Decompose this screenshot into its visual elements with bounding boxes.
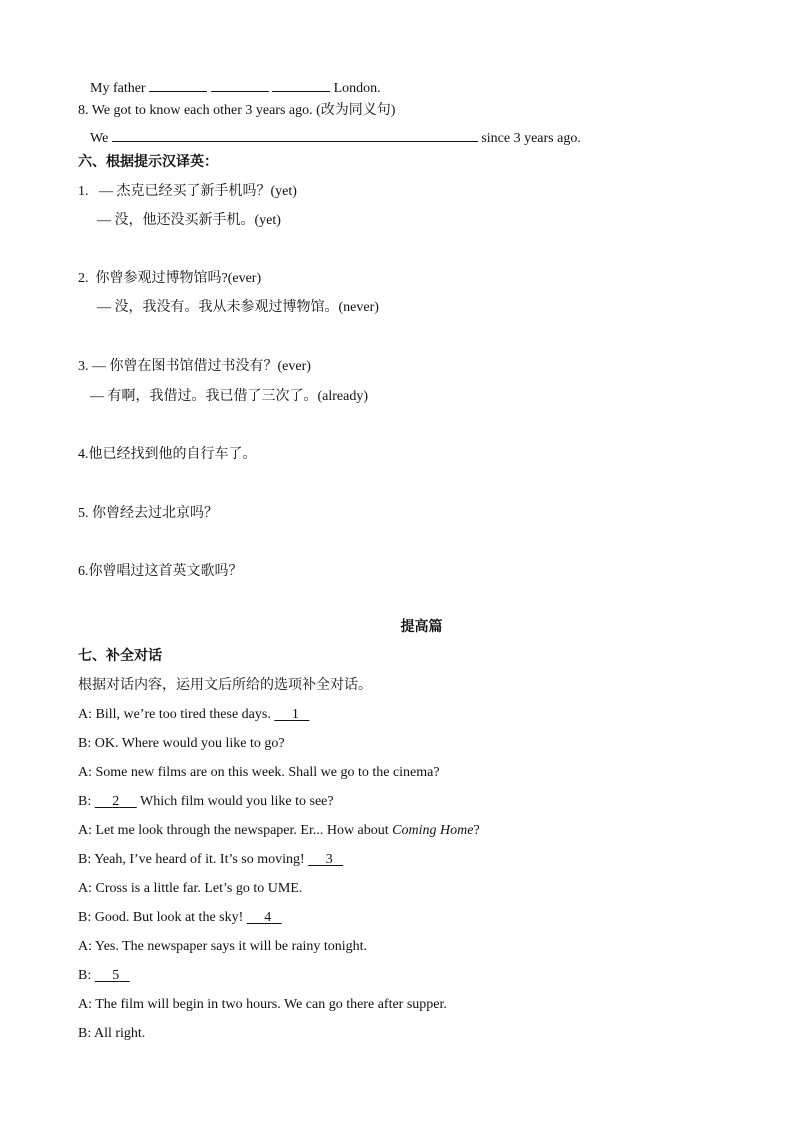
dialogue-line-1: A: Bill, we’re too tired these days. 1 (78, 706, 309, 724)
advanced-heading: 提高篇 (400, 620, 443, 635)
dialogue-line-3: A: Some new films are on this week. Shall we go to the cinema? (78, 765, 440, 780)
dialogue-line-2: B: OK. Where would you like to go? (78, 736, 285, 751)
dialogue-blank-4[interactable]: 4 (264, 910, 272, 925)
dialogue-blank-5[interactable]: 5 (112, 968, 120, 983)
dialogue-blank-2[interactable]: 2 (112, 794, 120, 809)
item7-answer-line: My father London. (90, 77, 381, 98)
dialogue-line-8: B: Good. But look at the sky! 4 (78, 909, 282, 927)
item8-question: 8. We got to know each other 3 years ago. (改为同义句) (78, 103, 396, 118)
dialogue-line-11: A: The film will begin in two hours. We can go there after supper. (78, 997, 447, 1012)
answer-blank[interactable] (112, 127, 478, 142)
translation-item-1-answer: — 没，他还没买新手机。(yet) (97, 213, 281, 228)
answer-blank[interactable] (272, 77, 330, 92)
translation-item-4: 4.他已经找到他的自行车了。 (78, 447, 257, 462)
dialogue-line-5: A: Let me look through the newspaper. Er... How about Coming Home? (78, 823, 480, 838)
translation-item-1-question: 1. — 杰克已经买了新手机吗？(yet) (78, 184, 297, 199)
dialogue-blank-1[interactable]: 1 (291, 707, 299, 722)
section7-instruction: 根据对话内容，运用文后所给的选项补全对话。 (78, 678, 372, 693)
translation-item-5: 5. 你曾经去过北京吗？ (78, 506, 218, 521)
translation-item-2-answer: — 没，我没有。我从未参观过博物馆。(never) (97, 300, 379, 315)
film-title: Coming Home (392, 823, 474, 838)
section6-title: 六、根据提示汉译英： (78, 155, 218, 170)
dialogue-line-6: B: Yeah, I’ve heard of it. It’s so moving! 3 (78, 851, 343, 869)
translation-item-2-question: 2. 你曾参观过博物馆吗?(ever) (78, 271, 262, 286)
item8-answer-line: We since 3 years ago. (90, 127, 581, 148)
dialogue-line-4: B: 2 Which film would you like to see? (78, 794, 334, 809)
dialogue-blank-3[interactable]: 3 (325, 852, 333, 867)
dialogue-line-10: B: 5 (78, 967, 130, 985)
dialogue-line-12: B: All right. (78, 1026, 146, 1041)
answer-blank[interactable] (211, 77, 269, 92)
translation-item-6: 6.你曾唱过这首英文歌吗？ (78, 564, 243, 579)
dialogue-line-7: A: Cross is a little far. Let’s go to UME. (78, 881, 303, 896)
answer-blank[interactable] (149, 77, 207, 92)
translation-item-3-question: 3. — 你曾在图书馆借过书没有？(ever) (78, 359, 311, 374)
translation-item-3-answer: — 有啊，我借过。我已借了三次了。(already) (90, 389, 369, 404)
section7-title: 七、补全对话 (78, 649, 162, 664)
dialogue-line-9: A: Yes. The newspaper says it will be rainy tonight. (78, 939, 368, 954)
